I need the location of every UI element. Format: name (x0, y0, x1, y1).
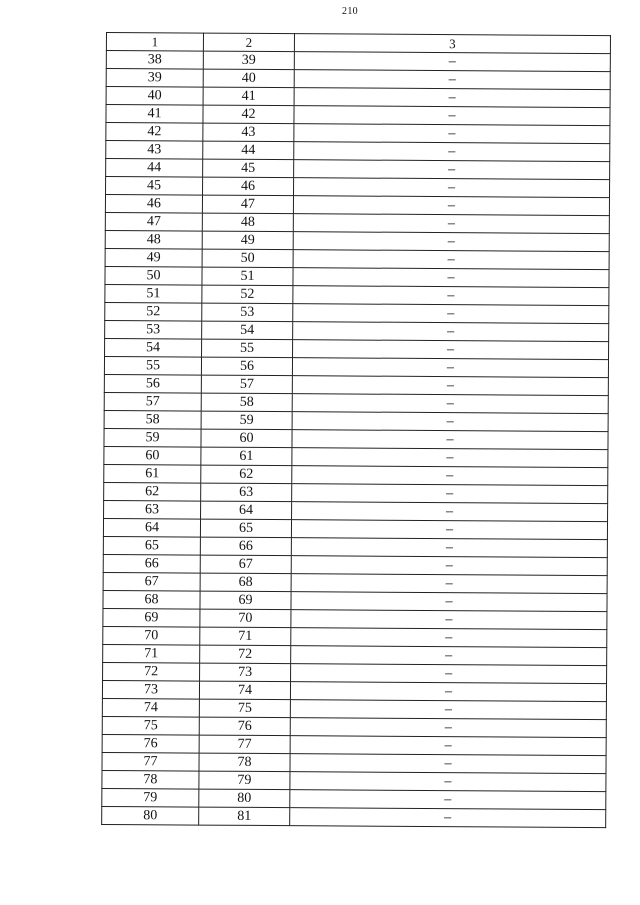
column-header: 2 (203, 33, 294, 52)
table-cell: – (294, 70, 610, 90)
table-cell: 44 (203, 141, 294, 160)
table-cell: – (291, 628, 607, 648)
table-cell: 69 (103, 608, 200, 627)
table-cell: – (293, 268, 609, 288)
table-cell: – (292, 394, 608, 414)
table-cell: – (294, 52, 610, 72)
table-cell: – (292, 430, 608, 450)
table-cell: 42 (203, 105, 294, 124)
table-cell: – (294, 160, 610, 180)
table-cell: 45 (203, 159, 294, 178)
table-cell: 60 (201, 429, 292, 448)
table-cell: 52 (202, 285, 293, 304)
table-cell: 76 (199, 717, 290, 736)
table-cell: 45 (106, 177, 203, 196)
table-cell: 53 (105, 320, 202, 339)
table-cell: – (292, 448, 608, 468)
table-cell: – (292, 358, 608, 378)
table-cell: 55 (104, 356, 201, 375)
table-cell: 52 (105, 302, 202, 321)
table-cell: 49 (202, 231, 293, 250)
table-cell: – (290, 682, 606, 702)
column-header: 3 (294, 34, 610, 54)
table-cell: 68 (103, 590, 200, 609)
column-header: 1 (106, 33, 203, 52)
table-cell: 55 (202, 339, 293, 358)
table-cell: – (292, 484, 608, 504)
table-cell: 67 (200, 555, 291, 574)
table-cell: 56 (201, 357, 292, 376)
table-cell: 66 (200, 537, 291, 556)
table-cell: – (294, 106, 610, 126)
table-cell: – (292, 412, 608, 432)
table-cell: 65 (103, 536, 200, 555)
table-cell: 58 (104, 410, 201, 429)
page-number: 210 (342, 6, 358, 17)
table-cell: – (293, 232, 609, 252)
table-cell: – (290, 772, 606, 792)
table-cell: – (294, 178, 610, 198)
table-cell: 49 (105, 248, 202, 267)
table-cell: – (290, 718, 606, 738)
table-cell: – (293, 340, 609, 360)
table-cell: 63 (104, 500, 201, 519)
table-cell: 44 (106, 159, 203, 178)
table-cell: – (292, 502, 608, 522)
table-cell: 77 (102, 752, 199, 771)
table-cell: 63 (201, 483, 292, 502)
table-cell: 38 (106, 51, 203, 70)
table-cell: 80 (199, 789, 290, 808)
table-cell: 64 (201, 501, 292, 520)
table-cell: – (294, 88, 610, 108)
table-body (102, 51, 611, 828)
table-cell: 51 (105, 284, 202, 303)
table-cell: – (291, 520, 607, 540)
table-cell: 57 (201, 375, 292, 394)
table-cell: 71 (200, 627, 291, 646)
table-cell: 43 (203, 123, 294, 142)
table-cell: – (293, 322, 609, 342)
table-cell: 53 (202, 303, 293, 322)
table-cell: 50 (202, 249, 293, 268)
table-cell: 61 (201, 447, 292, 466)
table-cell: 75 (102, 716, 199, 735)
table-cell: – (290, 790, 606, 810)
table-cell: 40 (203, 69, 294, 88)
table-cell: 59 (104, 428, 201, 447)
table-cell: 64 (103, 518, 200, 537)
table-cell: 59 (201, 411, 292, 430)
table-cell: 80 (102, 806, 199, 825)
table-cell: 70 (200, 609, 291, 628)
table-cell: 74 (102, 698, 199, 717)
table-cell: 72 (103, 662, 200, 681)
table-cell: – (291, 664, 607, 684)
table-row (102, 806, 606, 827)
table-cell: 41 (203, 87, 294, 106)
table-cell: 69 (200, 591, 291, 610)
table-cell: 78 (102, 770, 199, 789)
table-cell: – (292, 466, 608, 486)
table-cell: 50 (105, 266, 202, 285)
table-cell: – (294, 124, 610, 144)
table-cell: 74 (199, 681, 290, 700)
table-cell: 39 (203, 51, 294, 70)
table-cell: 48 (105, 230, 202, 249)
table-cell: 76 (102, 734, 199, 753)
table-cell: 47 (105, 212, 202, 231)
table-cell: – (291, 592, 607, 612)
table-cell: 54 (105, 338, 202, 357)
table-cell: 51 (202, 267, 293, 286)
table-cell: 61 (104, 464, 201, 483)
table-cell: 72 (200, 645, 291, 664)
table-cell: 62 (104, 482, 201, 501)
table-cell: – (291, 538, 607, 558)
table-cell: 71 (103, 644, 200, 663)
table-cell: 65 (200, 519, 291, 538)
table-cell: 58 (201, 393, 292, 412)
table-cell: – (290, 736, 606, 756)
table-cell: 41 (106, 105, 203, 124)
table-cell: 40 (106, 87, 203, 106)
table-cell: 78 (199, 753, 290, 772)
table-cell: 70 (103, 626, 200, 645)
data-table (101, 32, 611, 828)
table-cell: – (290, 808, 606, 828)
table-cell: 62 (201, 465, 292, 484)
table-cell: 47 (202, 195, 293, 214)
table-cell: – (293, 214, 609, 234)
table-cell: 54 (202, 321, 293, 340)
table-cell: – (291, 610, 607, 630)
table-cell: – (294, 142, 610, 162)
table-cell: 56 (104, 374, 201, 393)
table-cell: 79 (102, 788, 199, 807)
table-cell: 57 (104, 392, 201, 411)
table-cell: – (293, 286, 609, 306)
table-cell: 73 (102, 680, 199, 699)
table-cell: – (290, 700, 606, 720)
table-cell: – (291, 556, 607, 576)
table-cell: 46 (203, 177, 294, 196)
table-cell: 77 (199, 735, 290, 754)
table-cell: – (293, 196, 609, 216)
table-cell: – (291, 574, 607, 594)
table-cell: 42 (106, 123, 203, 142)
table-cell: 39 (106, 69, 203, 88)
table-cell: 73 (200, 663, 291, 682)
table-cell: 66 (103, 554, 200, 573)
table-cell: 60 (104, 446, 201, 465)
table-cell: 46 (105, 195, 202, 214)
table-cell: 67 (103, 572, 200, 591)
table-cell: 68 (200, 573, 291, 592)
table-cell: – (291, 646, 607, 666)
table-cell: 79 (199, 771, 290, 790)
table-cell: 81 (199, 807, 290, 826)
table-cell: – (290, 754, 606, 774)
table-cell: – (292, 376, 608, 396)
table-cell: 75 (199, 699, 290, 718)
table-cell: 43 (106, 141, 203, 160)
table-cell: 48 (202, 213, 293, 232)
table-cell: – (293, 304, 609, 324)
table-cell: – (293, 250, 609, 270)
